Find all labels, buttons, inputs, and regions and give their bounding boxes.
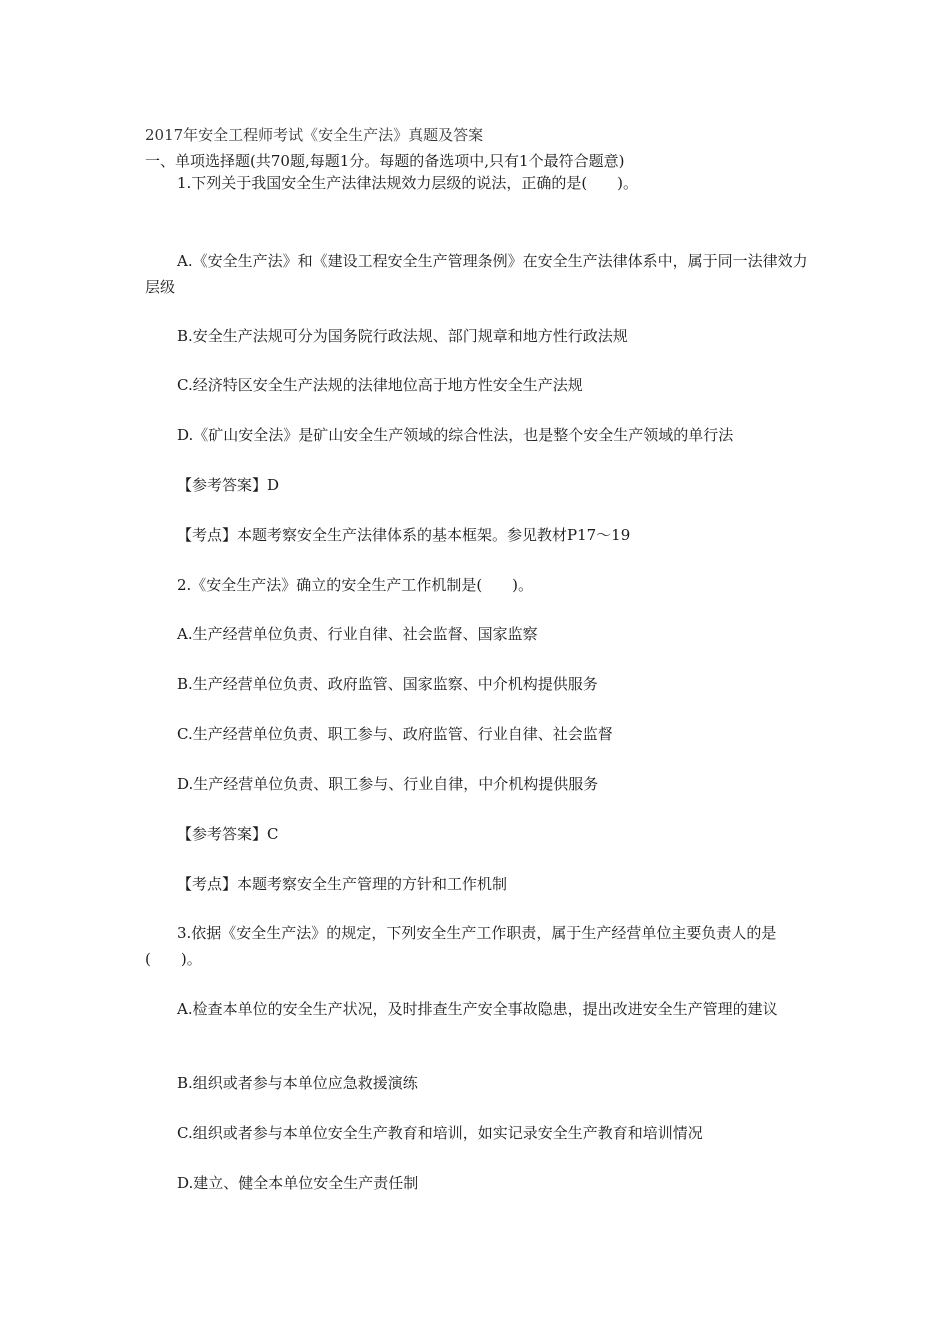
question-3-option-a: A.检查本单位的安全生产状况，及时排查生产安全事故隐患，提出改进安全生产管理的建议	[177, 1000, 778, 1018]
question-2-option-a: A.生产经营单位负责、行业自律、社会监督、国家监察	[177, 625, 538, 643]
question-1-option-a: A.《安全生产法》和《建设工程安全生产管理条例》在安全生产法律体系中，属于同一法律效力层级	[145, 252, 808, 296]
question-3-option-c: C.组织或者参与本单位安全生产教育和培训，如实记录安全生产教育和培训情况	[177, 1124, 703, 1142]
question-3-option-d: D.建立、健全本单位安全生产责任制	[177, 1174, 419, 1192]
question-1-option-d: D.《矿山安全法》是矿山安全生产领域的综合性法，也是整个安全生产领域的单行法	[177, 426, 734, 444]
question-1-option-b: B.安全生产法规可分为国务院行政法规、部门规章和地方性行政法规	[177, 327, 628, 345]
question-2-key-point: 【考点】本题考察安全生产管理的方针和工作机制	[177, 875, 508, 893]
question-3-stem: 3.依据《安全生产法》的规定，下列安全生产工作职责，属于生产经营单位主要负责人的是( )。	[145, 924, 777, 968]
section-heading: 一、单项选择题(共70题,每题1分。每题的备选项中,只有1个最符合题意)	[145, 152, 625, 170]
question-2-option-c: C.生产经营单位负责、职工参与、政府监管、行业自律、社会监督	[177, 725, 613, 743]
question-2-answer: 【参考答案】C	[177, 825, 279, 843]
question-1-key-point: 【考点】本题考察安全生产法律体系的基本框架。参见教材P17～19	[177, 526, 631, 544]
question-1-option-c: C.经济特区安全生产法规的法律地位高于地方性安全生产法规	[177, 376, 583, 394]
question-1-answer: 【参考答案】D	[177, 476, 280, 494]
document-title: 2017年安全工程师考试《安全生产法》真题及答案	[145, 126, 484, 144]
question-2-option-b: B.生产经营单位负责、政府监管、国家监察、中介机构提供服务	[177, 675, 598, 693]
question-3-option-b: B.组织或者参与本单位应急救援演练	[177, 1074, 418, 1092]
question-2-stem: 2.《安全生产法》确立的安全生产工作机制是( )。	[177, 576, 534, 594]
question-1-stem: 1.下列关于我国安全生产法律法规效力层级的说法，正确的是( )。	[177, 174, 639, 192]
question-2-option-d: D.生产经营单位负责、职工参与、行业自律，中介机构提供服务	[177, 775, 599, 793]
